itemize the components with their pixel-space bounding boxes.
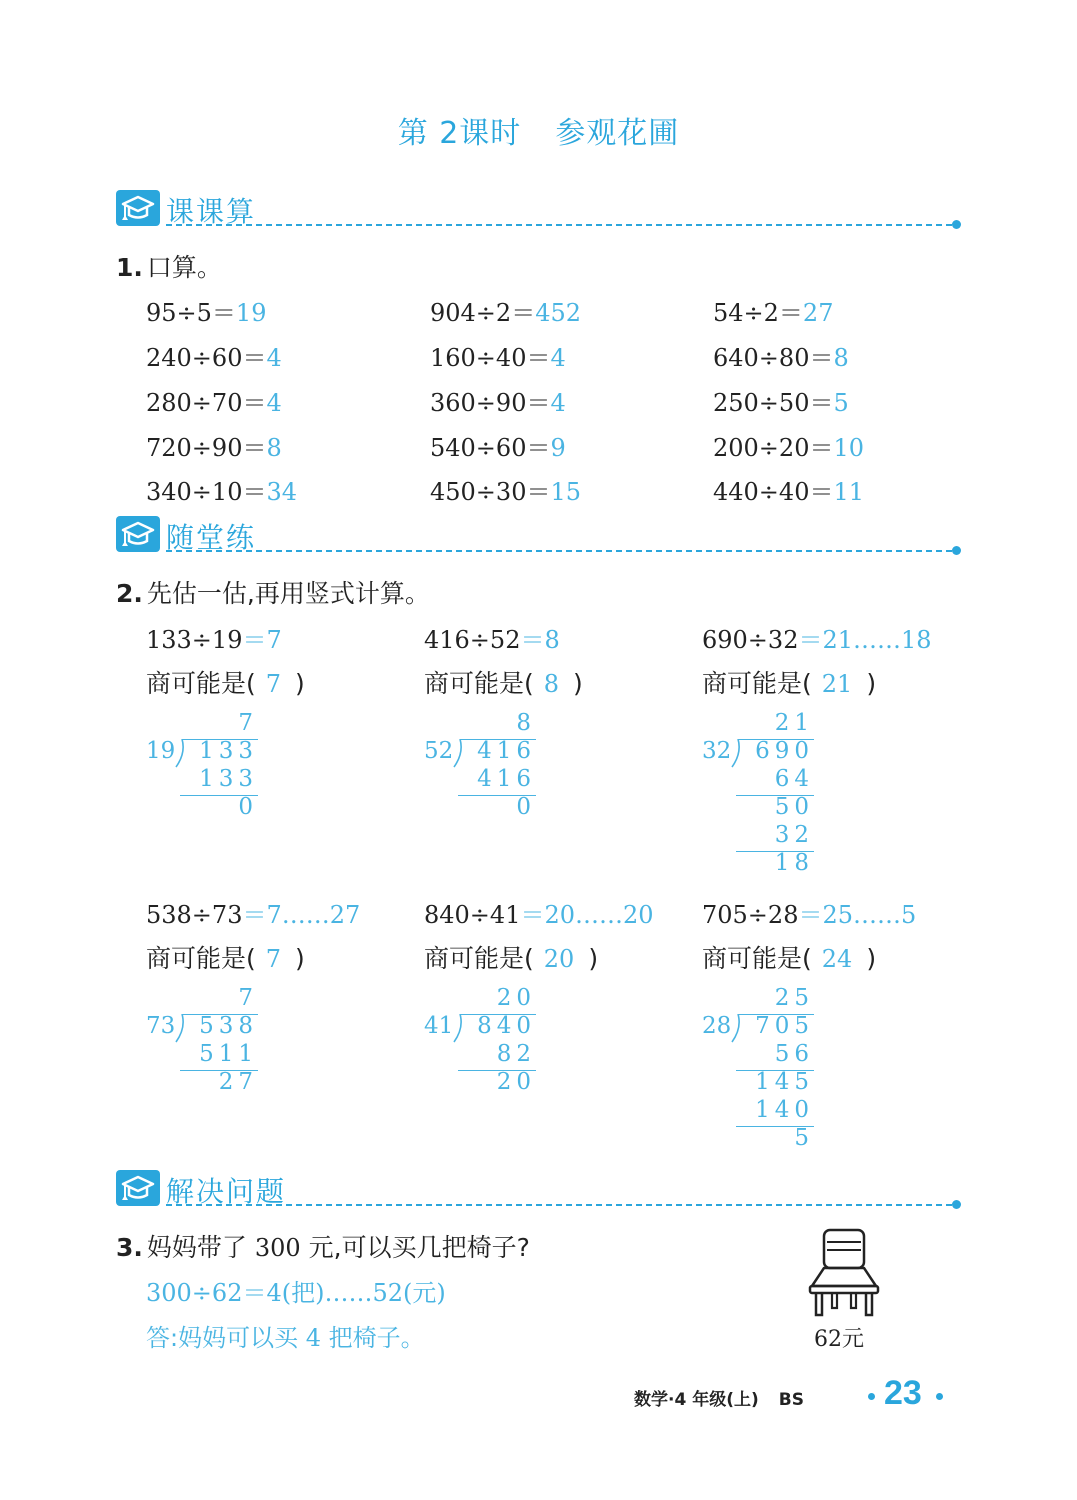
quotient: 21	[774, 710, 814, 736]
answer: 452	[535, 299, 581, 327]
expression: 538÷73	[146, 901, 243, 929]
division-bracket	[452, 739, 464, 769]
divider-dot	[952, 220, 961, 229]
expression: 250÷50＝	[713, 389, 834, 417]
estimate-value: 21	[821, 670, 853, 698]
division-bracket	[174, 1014, 186, 1044]
dividend: 416	[477, 738, 536, 764]
answer: ＝20……20	[520, 901, 654, 929]
answer: 19	[235, 299, 267, 327]
answer-text-start: 答:妈妈可以买	[146, 1324, 306, 1352]
lesson-title	[0, 108, 1077, 152]
question-text: 口算。	[146, 253, 222, 282]
page-number-dot	[868, 1393, 875, 1400]
expression: 200÷20＝	[713, 434, 834, 462]
expression: 340÷10＝	[146, 478, 267, 506]
estimate-value: 7	[265, 670, 282, 698]
division-step: 20	[496, 1069, 536, 1095]
question-2-heading	[116, 574, 430, 610]
divisor: 28	[702, 1013, 732, 1039]
book-edition: BS	[778, 1390, 804, 1410]
dividend: 840	[477, 1013, 536, 1039]
answer: ＝7……27	[242, 901, 361, 929]
quotient-estimate	[702, 939, 876, 975]
question-number: 3.	[116, 1233, 143, 1262]
divisor: 41	[424, 1013, 454, 1039]
estimate-label: 商可能是(	[146, 944, 256, 973]
division-step: 145	[755, 1069, 814, 1095]
book-title: 数学·4 年级(上)	[634, 1390, 759, 1410]
expression: 690÷32	[702, 626, 799, 654]
mental-math-item	[146, 293, 266, 328]
section-divider	[166, 1204, 952, 1206]
question-number: 2.	[116, 579, 143, 608]
answer: 27	[802, 299, 834, 327]
estimate-close: )	[573, 669, 583, 698]
division-step: 64	[774, 766, 814, 792]
answer: 9	[550, 434, 566, 462]
mental-math-item	[713, 472, 864, 507]
quotient-estimate	[424, 664, 583, 700]
solution-answer	[146, 1318, 425, 1353]
dividend: 538	[199, 1013, 258, 1039]
estimate-close: )	[866, 669, 877, 698]
division-step: 18	[774, 850, 814, 876]
chair-icon	[805, 1228, 885, 1320]
division-equation	[424, 895, 654, 930]
graduation-cap-icon	[116, 190, 160, 226]
answer: 15	[550, 478, 582, 506]
question-text-end: 元,可以买几把椅子?	[300, 1233, 530, 1262]
answer: 8	[833, 344, 849, 372]
mental-math-item	[146, 338, 282, 373]
answer-number: 4	[305, 1324, 321, 1352]
division-equation	[702, 620, 932, 655]
money-amount: 300	[254, 1234, 301, 1262]
estimate-close: )	[295, 944, 305, 973]
answer: 4	[550, 389, 566, 417]
estimate-close: )	[295, 669, 305, 698]
answer: 8	[266, 434, 282, 462]
dividend: 705	[755, 1013, 814, 1039]
expression: 360÷90＝	[430, 389, 551, 417]
long-division	[146, 985, 276, 1165]
expression: 705÷28	[702, 901, 799, 929]
division-step: 27	[218, 1069, 258, 1095]
estimate-value: 20	[543, 945, 575, 973]
estimate-value: 24	[821, 945, 853, 973]
book-info	[634, 1385, 804, 1410]
answer: 4	[266, 344, 282, 372]
long-division	[702, 985, 832, 1165]
question-1-heading	[116, 248, 222, 284]
mental-math-item	[430, 472, 581, 507]
lesson-name: 参观花圃	[555, 116, 680, 151]
division-bracket	[730, 739, 742, 769]
section-title-class-practice: 随堂练	[166, 521, 257, 554]
estimate-label: 商可能是(	[702, 944, 812, 973]
expression: 440÷40＝	[713, 478, 834, 506]
estimate-label: 商可能是(	[702, 669, 812, 698]
expression: 416÷52	[424, 626, 521, 654]
dividend: 690	[755, 738, 814, 764]
section-divider	[166, 550, 952, 552]
divisor: 52	[424, 738, 454, 764]
division-step: 0	[238, 794, 258, 820]
division-step: 5	[794, 1125, 814, 1151]
estimate-value: 7	[265, 945, 282, 973]
expression: 54÷2＝	[713, 299, 803, 327]
answer: ＝7	[242, 626, 282, 654]
divider-dot	[952, 1200, 961, 1209]
long-division	[424, 985, 554, 1165]
division-bracket	[452, 1014, 464, 1044]
quotient-estimate	[146, 939, 305, 975]
mental-math-item	[713, 338, 849, 373]
mental-math-item	[713, 293, 833, 328]
expression: 640÷80＝	[713, 344, 834, 372]
quotient: 7	[238, 985, 258, 1011]
answer: ＝21……18	[798, 626, 932, 654]
question-3-heading	[116, 1228, 530, 1264]
division-step: 82	[496, 1041, 536, 1067]
divider-dot	[952, 546, 961, 555]
expression: 450÷30＝	[430, 478, 551, 506]
question-text: 先估一估,再用竖式计算。	[146, 579, 430, 608]
division-equation	[702, 895, 916, 930]
graduation-cap-icon	[116, 516, 160, 552]
page-number: 23	[884, 1374, 922, 1412]
division-bracket	[174, 739, 186, 769]
long-division	[702, 710, 832, 890]
answer: ＝25……5	[798, 901, 917, 929]
mental-math-item	[146, 383, 282, 418]
section-divider	[166, 224, 952, 226]
expression: 280÷70＝	[146, 389, 267, 417]
division-equation	[146, 895, 360, 930]
expression: 160÷40＝	[430, 344, 551, 372]
divisor: 19	[146, 738, 176, 764]
lesson-number: 第 2课时	[397, 116, 522, 151]
dividend: 133	[199, 738, 258, 764]
answer: 11	[833, 478, 865, 506]
mental-math-item	[713, 383, 849, 418]
question-text-start: 妈妈带了	[146, 1233, 255, 1262]
division-step: 0	[516, 794, 536, 820]
answer: 4	[550, 344, 566, 372]
expression: 840÷41	[424, 901, 521, 929]
answer: 10	[833, 434, 865, 462]
estimate-label: 商可能是(	[424, 944, 534, 973]
division-step: 133	[199, 766, 258, 792]
chair-price: 62元	[814, 1327, 864, 1352]
mental-math-item	[430, 338, 566, 373]
chair-illustration	[805, 1228, 885, 1324]
answer: ＝8	[520, 626, 560, 654]
mental-math-item	[146, 428, 282, 463]
quotient-estimate	[702, 664, 876, 700]
division-step: 416	[477, 766, 536, 792]
mental-math-item	[713, 428, 864, 463]
answer-text-end: 把椅子。	[321, 1324, 425, 1352]
divisor: 73	[146, 1013, 176, 1039]
estimate-close: )	[866, 944, 877, 973]
division-step: 140	[755, 1097, 814, 1123]
quotient: 7	[238, 710, 258, 736]
estimate-label: 商可能是(	[146, 669, 256, 698]
divisor: 32	[702, 738, 732, 764]
long-division	[424, 710, 554, 890]
expression: 720÷90＝	[146, 434, 267, 462]
quotient-estimate	[424, 939, 598, 975]
estimate-value: 8	[543, 670, 560, 698]
division-step: 32	[774, 822, 814, 848]
long-division	[146, 710, 276, 890]
division-equation	[146, 620, 282, 655]
expression: 540÷60＝	[430, 434, 551, 462]
expression: 95÷5＝	[146, 299, 236, 327]
graduation-cap-icon	[116, 1170, 160, 1206]
answer: 34	[266, 478, 298, 506]
quotient: 25	[774, 985, 814, 1011]
solution-equation: 300÷62＝4(把)……52(元)	[146, 1279, 446, 1307]
quotient: 8	[516, 710, 536, 736]
quotient-estimate	[146, 664, 305, 700]
division-equation	[424, 620, 560, 655]
page-number-dot	[936, 1393, 943, 1400]
answer: 5	[833, 389, 849, 417]
division-bracket	[730, 1014, 742, 1044]
estimate-close: )	[588, 944, 599, 973]
mental-math-item	[430, 293, 581, 328]
quotient: 20	[496, 985, 536, 1011]
division-step: 511	[199, 1041, 258, 1067]
mental-math-item	[146, 472, 297, 507]
answer: 4	[266, 389, 282, 417]
expression: 133÷19	[146, 626, 243, 654]
division-step: 56	[774, 1041, 814, 1067]
expression: 904÷2＝	[430, 299, 536, 327]
section-title-practice-calc: 课课算	[166, 195, 257, 228]
division-step: 50	[774, 794, 814, 820]
mental-math-item	[430, 383, 566, 418]
question-number: 1.	[116, 253, 143, 282]
section-title-problem-solving: 解决问题	[166, 1175, 287, 1208]
expression: 240÷60＝	[146, 344, 267, 372]
estimate-label: 商可能是(	[424, 669, 534, 698]
mental-math-item	[430, 428, 566, 463]
